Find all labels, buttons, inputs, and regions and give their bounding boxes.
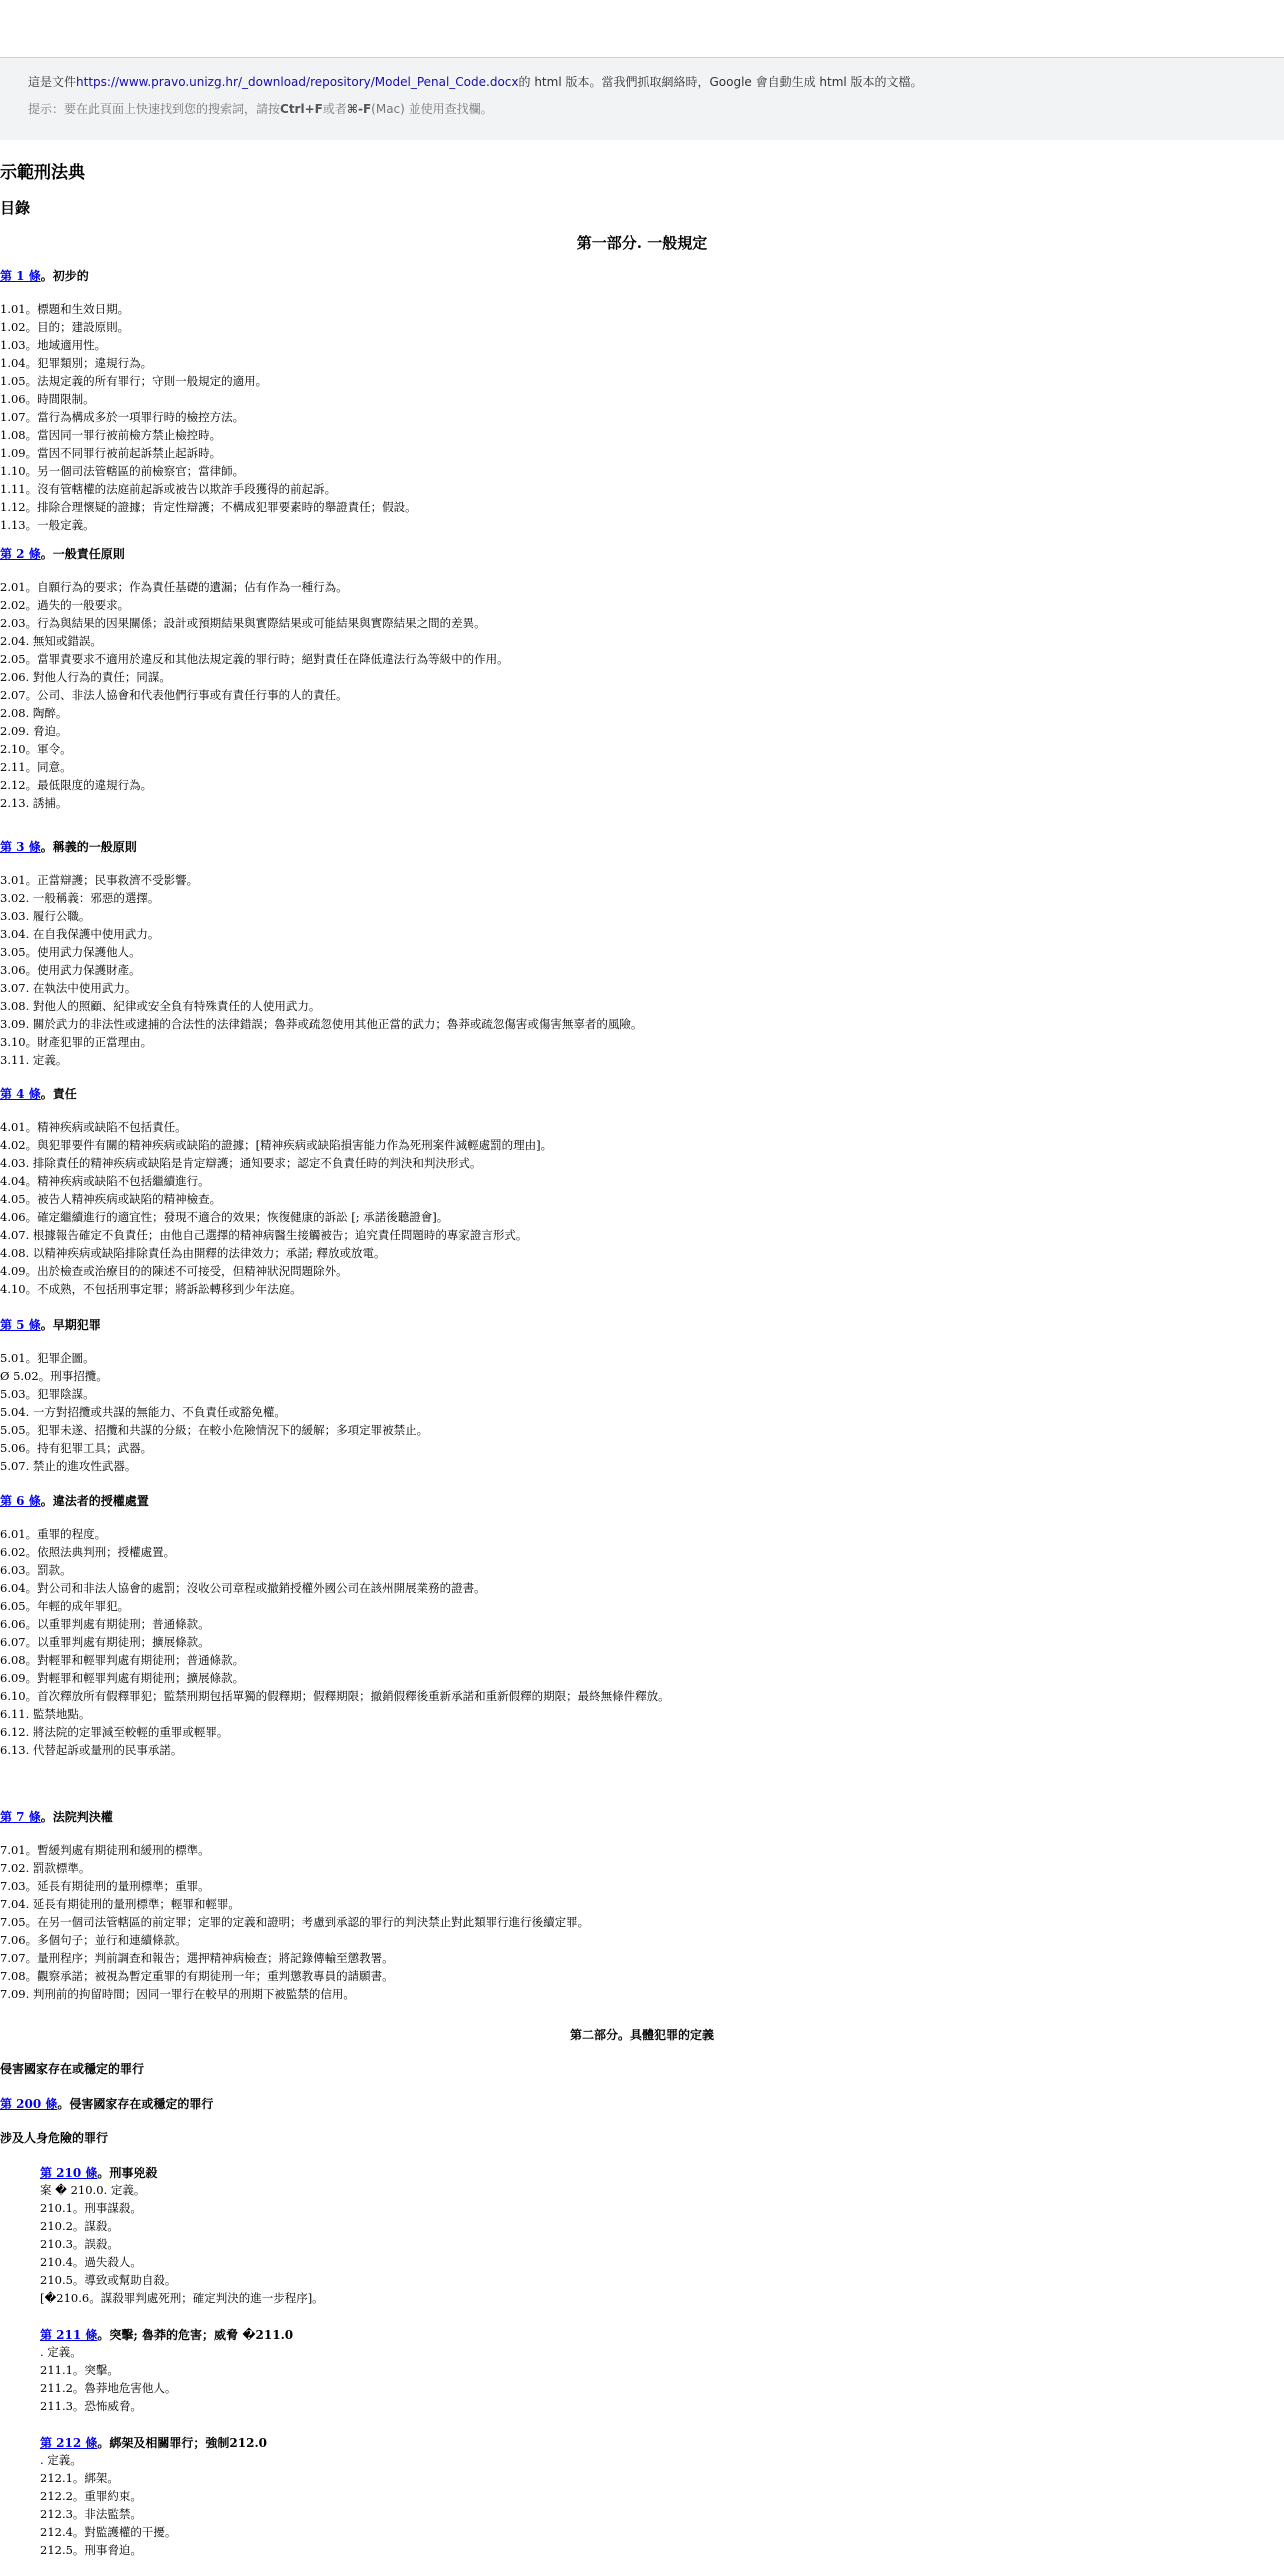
list-item: Ø 5.02。刑事招攬。 — [0, 1369, 108, 1383]
list-item: 6.04。對公司和非法人協會的處罰；沒收公司章程或撤銷授權外國公司在該州開展業務的證書。 — [0, 1581, 486, 1595]
list-item: 6.03。罰款。 — [0, 1563, 72, 1577]
list-item: 6.01。重罪的程度。 — [0, 1527, 107, 1541]
list-item: 211.1。突擊。 — [40, 2363, 119, 2377]
list-item: 7.04. 延長有期徒刑的量刑標準；輕罪和輕罪。 — [0, 1897, 240, 1911]
list-item: 5.06。持有犯罪工具；武器。 — [0, 1441, 153, 1455]
list-item: 3.04. 在自我保護中使用武力。 — [0, 927, 160, 941]
source-link[interactable]: https://www.pravo.unizg.hr/_download/repository/Model_Penal_Code.docx — [76, 75, 519, 89]
list-item: 212.5。刑事脅迫。 — [40, 2543, 142, 2557]
list-item: 1.03。地域適用性。 — [0, 338, 107, 352]
list-item: 1.02。目的；建設原則。 — [0, 320, 130, 334]
subarticle-items — [40, 2181, 324, 2307]
article-heading — [0, 545, 125, 562]
list-item: 6.12. 將法院的定罪減至較輕的重罪或輕罪。 — [0, 1725, 229, 1739]
article-200-link[interactable]: 第 200 條 — [0, 2097, 58, 2111]
subarticle-heading — [40, 2326, 293, 2343]
list-item: 7.09. 判刑前的拘留時間；因同一罪行在較早的刑期下被監禁的信用。 — [0, 1987, 355, 2001]
list-item: 2.13. 誘捕。 — [0, 796, 68, 810]
list-item: 210.4。過失殺人。 — [40, 2255, 142, 2269]
banner-tip — [28, 100, 493, 117]
part2-subheading-person: 涉及人身危險的罪行 — [0, 2131, 109, 2145]
tip-key-ctrl-f: Ctrl+F — [280, 102, 323, 116]
list-item: 1.01。標題和生效日期。 — [0, 302, 130, 316]
subarticle-heading — [40, 2164, 157, 2181]
list-item: 7.07。量刑程序；判前調查和報告；選押精神病檢查；將記錄傳輸至懲教署。 — [0, 1951, 394, 1965]
list-item: 4.09。出於檢查或治療目的的陳述不可接受，但精神狀況問題除外。 — [0, 1264, 348, 1278]
list-item: 210.5。導致或幫助自殺。 — [40, 2273, 177, 2287]
list-item: 4.08. 以精神疾病或缺陷排除責任為由開釋的法律效力；承諾; 釋放或放電。 — [0, 1246, 386, 1260]
article-200-heading — [0, 2095, 213, 2112]
article-200-title: 。侵害國家存在或穩定的罪行 — [57, 2097, 214, 2111]
list-item: 7.06。多個句子；並行和連續條款。 — [0, 1933, 187, 1947]
article-items — [0, 1118, 552, 1298]
list-item: 7.02. 罰款標準。 — [0, 1861, 91, 1875]
subarticle-title: 。突擊; 魯莽的危害；威脅 �211.0 — [97, 2328, 294, 2342]
list-item: 2.08. 陶醉。 — [0, 706, 68, 720]
article-link[interactable]: 第 5 條 — [0, 1318, 41, 1332]
article-link[interactable]: 第 4 條 — [0, 1087, 41, 1101]
article-items — [0, 578, 509, 812]
list-item: 1.12。排除合理懷疑的證據；肯定性辯護；不構成犯罪要素時的舉證責任；假設。 — [0, 500, 417, 514]
tip-key-cmd-f: ⌘-F — [346, 102, 372, 116]
banner-notice — [28, 73, 923, 90]
list-item: 1.11。沒有管轄權的法庭前起訴或被告以欺詐手段獲得的前起訴。 — [0, 482, 337, 496]
list-item: 1.07。當行為構成多於一項罪行時的檢控方法。 — [0, 410, 245, 424]
list-item: 2.12。最低限度的違規行為。 — [0, 778, 153, 792]
list-item: 4.01。精神疾病或缺陷不包括責任。 — [0, 1120, 187, 1134]
list-item: 7.03。延長有期徒刑的量刑標準；重罪。 — [0, 1879, 210, 1893]
subarticle-title: 。綁架及相關罪行；強制212.0 — [97, 2436, 267, 2450]
article-title: 。稱義的一般原則 — [40, 840, 137, 854]
part1-heading: 第一部分. 一般規定 — [576, 234, 708, 252]
article-title: 。一般責任原則 — [40, 547, 125, 561]
list-item: 3.08. 對他人的照顧、紀律或安全負有特殊責任的人使用武力。 — [0, 999, 321, 1013]
subarticle-heading — [40, 2434, 267, 2451]
list-item: 6.10。首次釋放所有假釋罪犯；監禁刑期包括單獨的假釋期；假釋期限；撤銷假釋後重新承諾和重新假釋的期限；最終無條件釋放。 — [0, 1689, 670, 1703]
list-item: 6.08。對輕罪和輕罪判處有期徒刑；普通條款。 — [0, 1653, 245, 1667]
list-item: 2.05。當罪責要求不適用於違反和其他法規定義的罪行時；絕對責任在降低違法行為等級中的作用。 — [0, 652, 509, 666]
list-item: 7.05。在另一個司法管轄區的前定罪；定罪的定義和證明；考慮到承認的罪行的判決禁止對此類罪行進行後續定罪。 — [0, 1915, 590, 1929]
list-item: 212.4。對監護權的干擾。 — [40, 2525, 177, 2539]
tip-or: 或者 — [322, 102, 347, 116]
article-items — [0, 1525, 670, 1759]
list-item: 210.1。刑事謀殺。 — [40, 2201, 142, 2215]
article-link[interactable]: 第 1 條 — [0, 269, 41, 283]
list-item: 3.11. 定義。 — [0, 1053, 68, 1067]
list-item: 2.04. 無知或錯誤。 — [0, 634, 102, 648]
list-item: 5.07. 禁止的進攻性武器。 — [0, 1459, 137, 1473]
top-bar — [0, 0, 1284, 58]
list-item: 2.01。自願行為的要求；作為責任基礎的遺漏；佔有作為一種行為。 — [0, 580, 348, 594]
list-item: 5.01。犯罪企圖。 — [0, 1351, 95, 1365]
list-item: 2.03。行為與結果的因果關係；設計或預期結果與實際結果或可能結果與實際結果之間的差異。 — [0, 616, 486, 630]
list-item: . 定義。 — [40, 2453, 82, 2467]
list-item: 212.3。非法監禁。 — [40, 2507, 142, 2521]
list-item: 3.03. 履行公職。 — [0, 909, 91, 923]
list-item: [�210.6。謀殺罪判處死刑；確定判決的進一步程序]。 — [40, 2291, 324, 2305]
part2-subheading-state: 侵害國家存在或穩定的罪行 — [0, 2062, 145, 2076]
list-item: 6.06。以重罪判處有期徒刑；普通條款。 — [0, 1617, 210, 1631]
article-title: 。法院判決權 — [40, 1810, 113, 1824]
article-link[interactable]: 第 2 條 — [0, 547, 41, 561]
list-item: 6.05。年輕的成年罪犯。 — [0, 1599, 130, 1613]
article-link[interactable]: 第 7 條 — [0, 1810, 41, 1824]
list-item: 7.08。觀察承諾；被視為暫定重罪的有期徒刑一年；重判懲教專員的請願書。 — [0, 1969, 394, 1983]
list-item: 212.1。綁架。 — [40, 2471, 119, 2485]
article-heading — [0, 838, 137, 855]
list-item: 1.08。當因同一罪行被前檢方禁止檢控時。 — [0, 428, 222, 442]
article-heading — [0, 1085, 77, 1102]
list-item: 1.06。時間限制。 — [0, 392, 95, 406]
article-items — [0, 1841, 589, 2003]
list-item: 2.09. 脅迫。 — [0, 724, 68, 738]
list-item: 2.11。同意。 — [0, 760, 72, 774]
list-item: 3.09. 關於武力的非法性或逮捕的合法性的法律錯誤；魯莽或疏忽使用其他正當的武力；魯莽或疏忽傷害或傷害無辜者的風險。 — [0, 1017, 643, 1031]
article-items — [0, 1349, 428, 1475]
list-item: 2.07。公司、非法人協會和代表他們行事或有責任行事的人的責任。 — [0, 688, 348, 702]
article-items — [0, 300, 417, 534]
list-item: 1.05。法規定義的所有罪行；守則一般規定的適用。 — [0, 374, 268, 388]
subarticle-items — [40, 2343, 176, 2415]
list-item: 2.02。過失的一般要求。 — [0, 598, 130, 612]
list-item: . 定義。 — [40, 2345, 82, 2359]
subarticle-items — [40, 2451, 176, 2559]
article-heading — [0, 1808, 113, 1825]
article-heading — [0, 1492, 149, 1509]
list-item: 案 � 210.0. 定義。 — [40, 2183, 146, 2197]
list-item: 2.10。軍令。 — [0, 742, 72, 756]
tip-suffix: (Mac) 並使用查找欄。 — [371, 102, 493, 116]
list-item: 3.06。使用武力保護財產。 — [0, 963, 141, 977]
tip-prefix: 提示：要在此頁面上快速找到您的搜索詞，請按 — [28, 102, 281, 116]
banner-prefix: 這是文件 — [28, 75, 77, 89]
list-item: 4.04。精神疾病或缺陷不包括繼續進行。 — [0, 1174, 210, 1188]
article-title: 。違法者的授權處置 — [40, 1494, 149, 1508]
article-items — [0, 871, 642, 1069]
list-item: 211.3。恐怖威脅。 — [40, 2399, 142, 2413]
list-item: 6.13. 代替起訴或量刑的民事承諾。 — [0, 1743, 183, 1757]
list-item: 5.05。犯罪未遂、招攬和共謀的分級；在較小危險情況下的緩解；多項定罪被禁止。 — [0, 1423, 429, 1437]
list-item: 4.10。不成熟，不包括刑事定罪；將訴訟轉移到少年法庭。 — [0, 1282, 302, 1296]
subarticle-link[interactable]: 第 212 條 — [40, 2436, 98, 2450]
cache-banner — [0, 58, 1284, 140]
toc-heading: 目錄 — [0, 199, 31, 217]
list-item: 4.03. 排除責任的精神疾病或缺陷是肯定辯護；通知要求；認定不負責任時的判決和判決形式。 — [0, 1156, 482, 1170]
list-item: 1.10。另一個司法管轄區的前檢察官；當律師。 — [0, 464, 245, 478]
list-item: 2.06. 對他人行為的責任；同謀。 — [0, 670, 171, 684]
article-title: 。初步的 — [40, 269, 89, 283]
list-item: 4.07. 根據報告確定不負責任；由他自己選擇的精神病醫生接觸被告；追究責任問題時的專家證言形式。 — [0, 1228, 528, 1242]
list-item: 6.09。對輕罪和輕罪判處有期徒刑；擴展條款。 — [0, 1671, 245, 1685]
list-item: 3.10。財產犯罪的正當理由。 — [0, 1035, 153, 1049]
subarticle-title: 。刑事兇殺 — [97, 2166, 158, 2180]
list-item: 4.02。與犯罪要件有關的精神疾病或缺陷的證據；[精神疾病或缺陷損害能力作為死刑案件減輕處罰的理由]。 — [0, 1138, 553, 1152]
list-item: 3.01。正當辯護；民事救濟不受影響。 — [0, 873, 199, 887]
part2-heading: 第二部分。具體犯罪的定義 — [569, 2028, 714, 2042]
list-item: 3.07. 在執法中使用武力。 — [0, 981, 137, 995]
list-item: 3.02. 一般稱義：邪惡的選擇。 — [0, 891, 160, 905]
article-title: 。早期犯罪 — [40, 1318, 101, 1332]
subarticle-link[interactable]: 第 210 條 — [40, 2166, 98, 2180]
article-link[interactable]: 第 3 條 — [0, 840, 41, 854]
list-item: 3.05。使用武力保護他人。 — [0, 945, 141, 959]
document-title: 示範刑法典 — [0, 163, 85, 183]
list-item: 4.05。被告人精神疾病或缺陷的精神檢查。 — [0, 1192, 222, 1206]
list-item: 210.2。謀殺。 — [40, 2219, 119, 2233]
list-item: 6.11. 監禁地點。 — [0, 1707, 91, 1721]
article-link[interactable]: 第 6 條 — [0, 1494, 41, 1508]
list-item: 1.13。一般定義。 — [0, 518, 95, 532]
subarticle-link[interactable]: 第 211 條 — [40, 2328, 98, 2342]
list-item: 4.06。確定繼續進行的適宜性；發現不適合的效果；恢復健康的訴訟 [; 承諾後聽證會]。 — [0, 1210, 449, 1224]
list-item: 1.04。犯罪類別；違規行為。 — [0, 356, 153, 370]
article-heading — [0, 267, 89, 284]
article-title: 。責任 — [40, 1087, 77, 1101]
list-item: 1.09。當因不同罪行被前起訴禁止起訴時。 — [0, 446, 222, 460]
list-item: 5.04. 一方對招攬或共謀的無能力、不負責任或豁免權。 — [0, 1405, 286, 1419]
banner-suffix: 的 html 版本。當我們抓取網絡時，Google 會自動生成 html 版本的文檔。 — [518, 75, 923, 89]
list-item: 7.01。暫緩判處有期徒刑和緩刑的標準。 — [0, 1843, 210, 1857]
list-item: 210.3。誤殺。 — [40, 2237, 119, 2251]
list-item: 212.2。重罪約束。 — [40, 2489, 142, 2503]
list-item: 6.02。依照法典判刑；授權處置。 — [0, 1545, 176, 1559]
list-item: 211.2。魯莽地危害他人。 — [40, 2381, 177, 2395]
list-item: 6.07。以重罪判處有期徒刑；擴展條款。 — [0, 1635, 210, 1649]
list-item: 5.03。犯罪陰謀。 — [0, 1387, 95, 1401]
article-heading — [0, 1316, 101, 1333]
